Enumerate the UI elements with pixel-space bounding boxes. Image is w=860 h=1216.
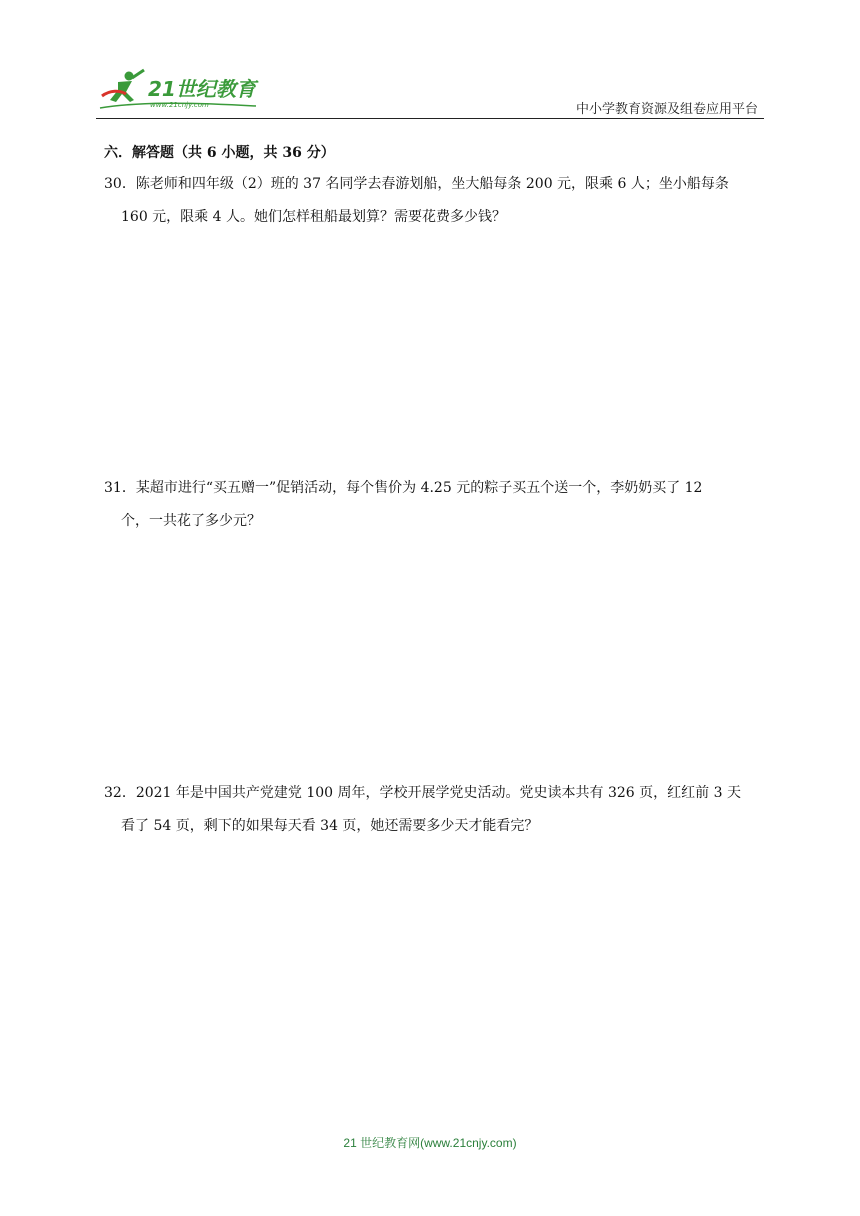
question-31 bbox=[104, 472, 764, 538]
question-31-line-1: 31．某超市进行“买五赠一”促销活动，每个售价为 4.25 元的粽子买五个送一个，李奶奶买了 12 bbox=[104, 480, 703, 496]
question-31-line-2: 个，一共花了多少元？ bbox=[121, 513, 261, 529]
section-title: 六．解答题（共 6 小题，共 36 分） bbox=[104, 145, 335, 161]
platform-label: 中小学教育资源及组卷应用平台 bbox=[575, 102, 758, 117]
question-32-line-2: 看了 54 页，剩下的如果每天看 34 页，她还需要多少天才能看完？ bbox=[121, 818, 539, 834]
question-30 bbox=[104, 168, 764, 234]
question-32 bbox=[104, 777, 764, 843]
page-header bbox=[0, 0, 860, 120]
logo-text: 21世纪教育 bbox=[148, 77, 256, 101]
runner-logo-icon bbox=[96, 66, 266, 114]
question-32-line-1: 32．2021 年是中国共产党建党 100 周年，学校开展学党史活动。党史读本共有 326 页，红红前 3 天 bbox=[104, 785, 741, 801]
page-footer[interactable]: 21 世纪教育网(www.21cnjy.com) bbox=[343, 1136, 517, 1150]
site-logo bbox=[96, 66, 266, 114]
question-30-line-1: 30．陈老师和四年级（2）班的 37 名同学去春游划船，坐大船每条 200 元，限乘 6 人；坐小船每条 bbox=[104, 176, 729, 192]
question-30-line-2: 160 元，限乘 4 人。她们怎样租船最划算？需要花费多少钱？ bbox=[121, 209, 506, 225]
logo-subtext: www.21cnjy.com bbox=[150, 101, 209, 109]
header-divider bbox=[96, 118, 764, 119]
